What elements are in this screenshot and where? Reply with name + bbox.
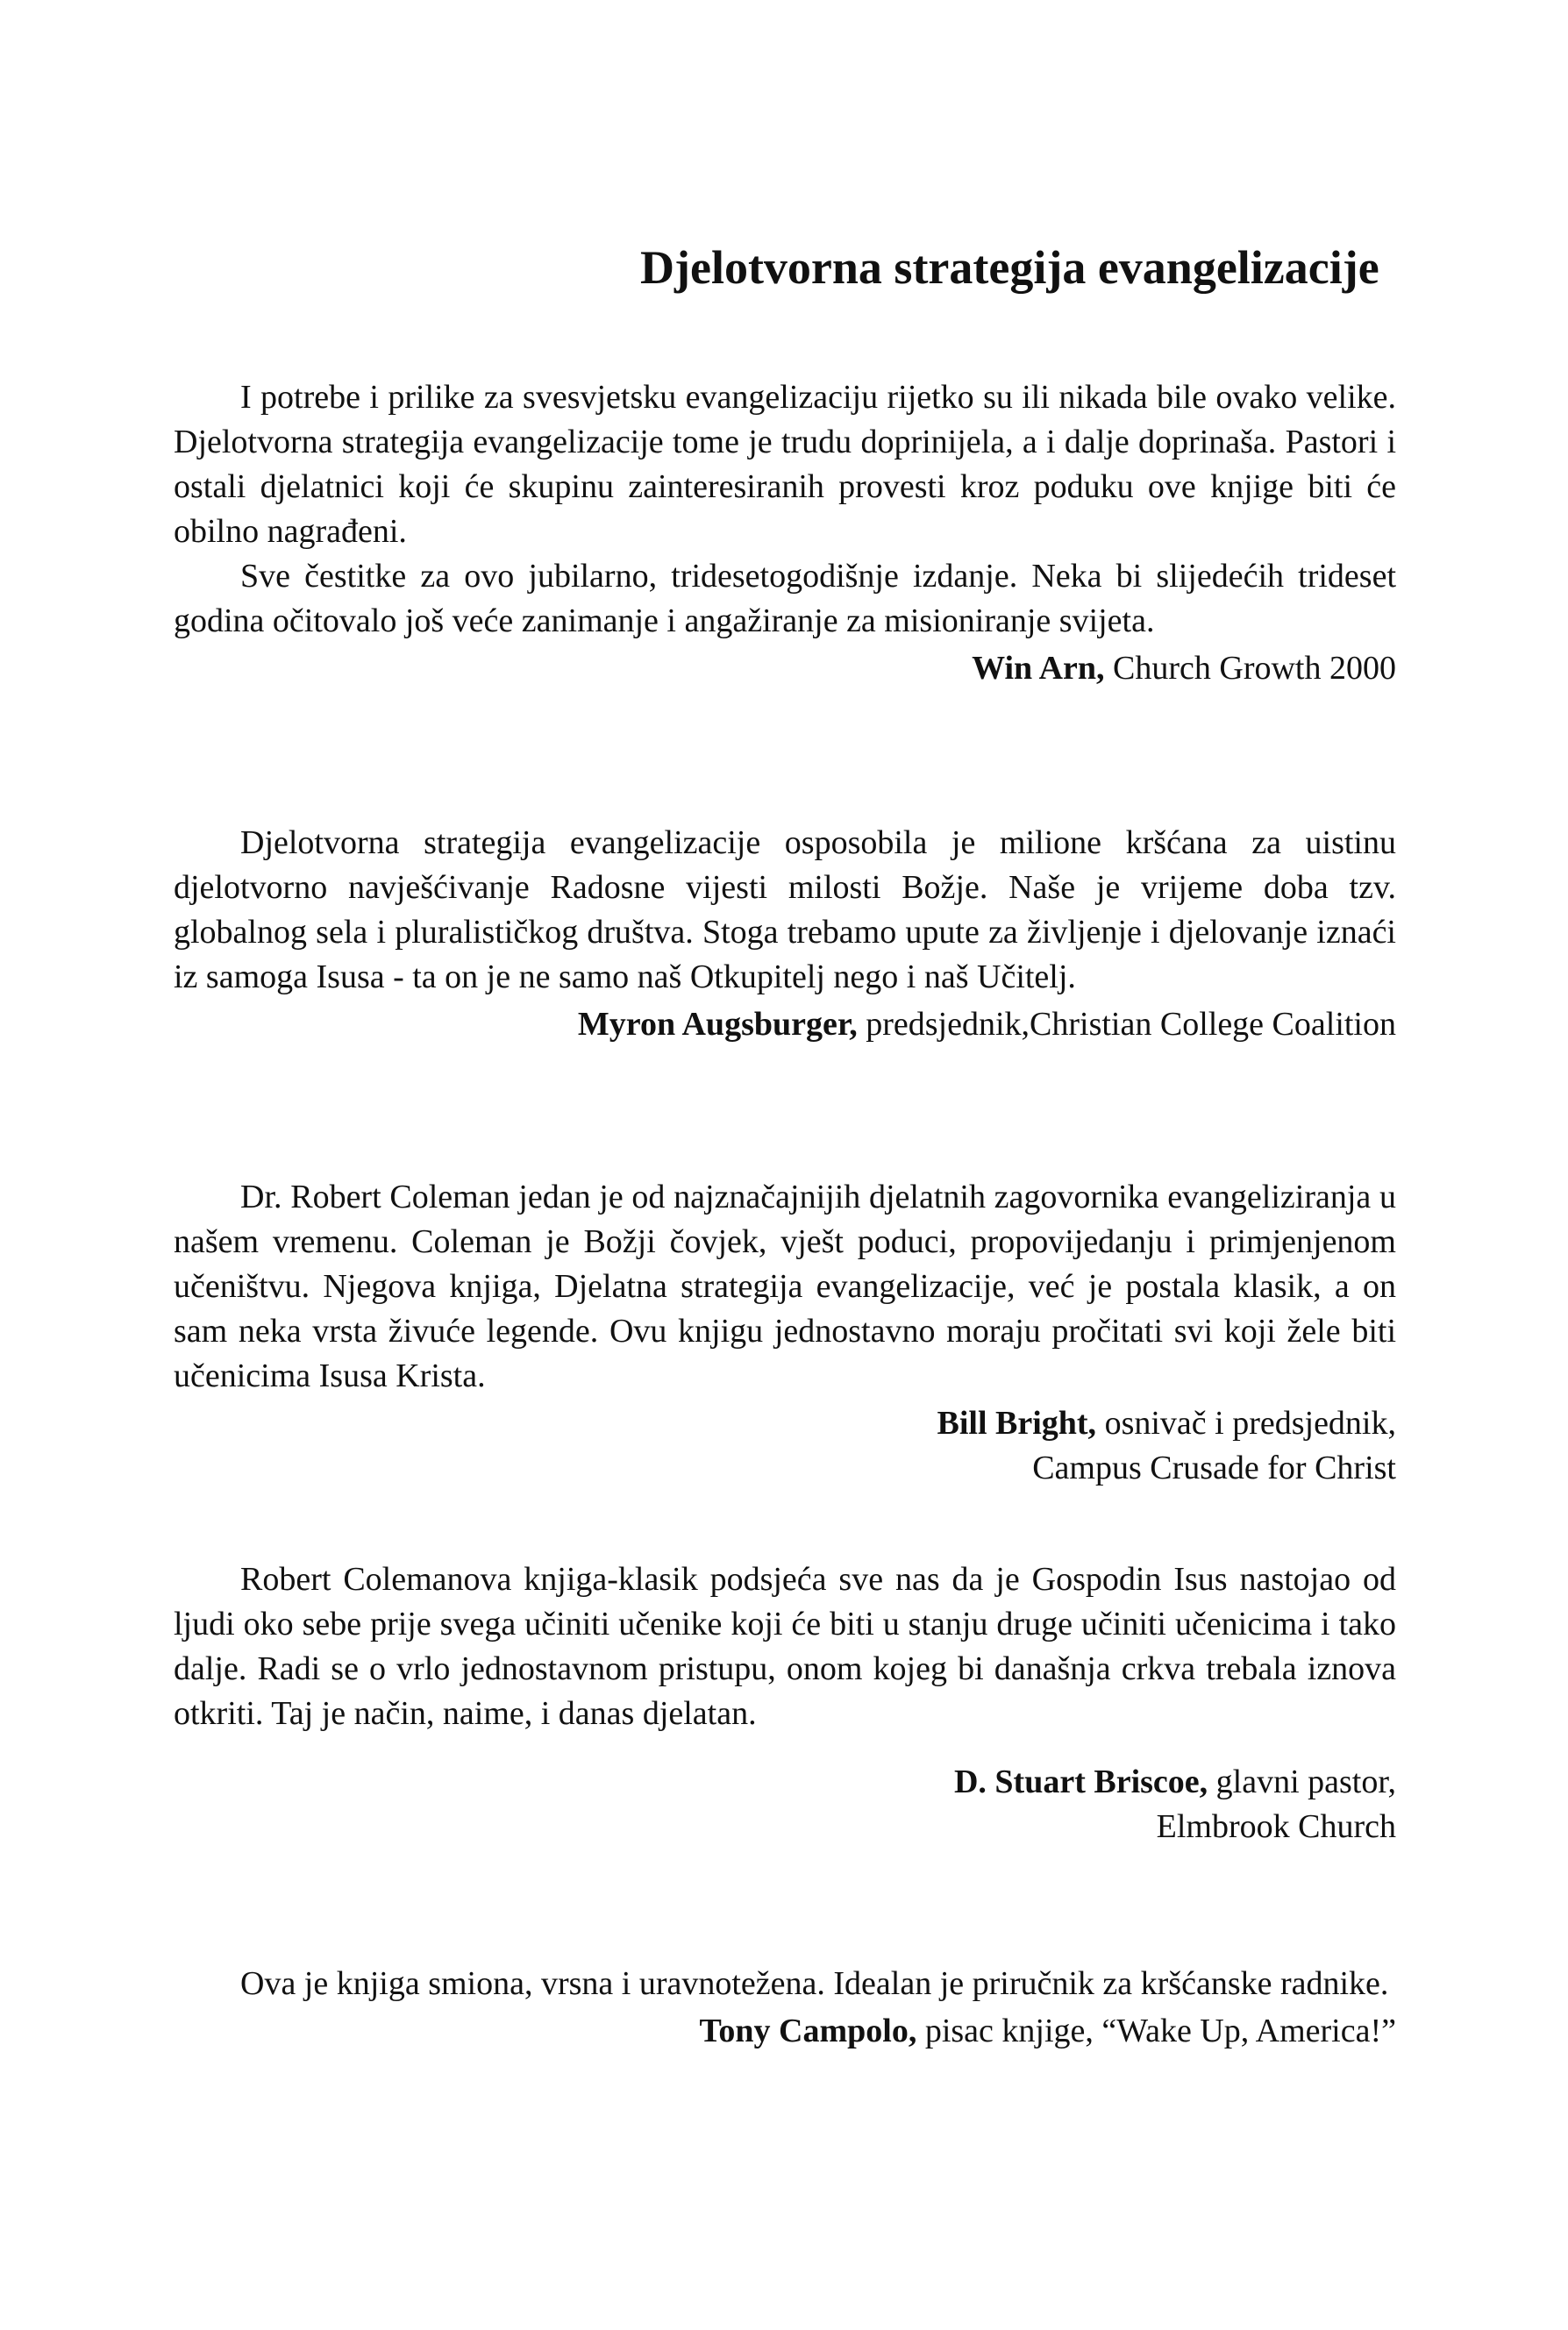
author-role: Church Growth 2000 bbox=[1104, 650, 1396, 687]
author-organization: Campus Crusade for Christ bbox=[1032, 1450, 1396, 1486]
endorsement-attribution bbox=[174, 2009, 1396, 2054]
endorsement-stuart-briscoe bbox=[174, 1557, 1396, 1849]
endorsement-attribution bbox=[174, 646, 1396, 691]
author-role: pisac knjige, “Wake Up, America!” bbox=[916, 2013, 1396, 2049]
author-name: D. Stuart Briscoe, bbox=[953, 1764, 1208, 1800]
endorsement-paragraph: Djelotvorna strategija evangelizacije osposobila je milione kršćana za uistinu djelotvorno navješćivanje Radosne vijesti milosti Božje. Naše je vrijeme doba tzv. globalnog sela i pluralističkog društva. Stoga trebamo upute za življenje i djelovanje iznaći iz samoga Isusa - ta on je ne samo naš Otkupitelj nego i naš Učitelj. bbox=[174, 824, 1396, 995]
endorsement-paragraph: Dr. Robert Coleman jedan je od najznačajnijih djelatnih zagovornika evangeliziranja u našem vremenu. Coleman je Božji čovjek, vješt poduci, propovijedanju i primjenjenom učeništvu. Njegova knjiga, Djelatna strategija evangelizacije, već je postala klasik, a on sam neka vrsta živuće legende. Ovu knjigu jednostavno moraju pročitati svi koji žele biti učenicima Isusa Krista. bbox=[174, 1179, 1396, 1394]
endorsement-attribution bbox=[174, 1760, 1396, 1805]
endorsement-paragraph: Robert Colemanova knjiga-klasik podsjeća sve nas da je Gospodin Isus nastojao od ljudi oko sebe prije svega učiniti učenike koji će biti u stanju druge učiniti učenicima i tako dalje. Radi se o vrlo jednostavnom pristupu, onom kojeg bi današnja crkva trebala iznova otkriti. Taj je način, naime, i danas djelatan. bbox=[174, 1561, 1396, 1732]
author-name: Win Arn, bbox=[972, 650, 1105, 687]
endorsement-paragraph: I potrebe i prilike za svesvjetsku evangelizaciju rijetko su ili nikada bile ovako velike. Djelotvorna strategija evangelizacije tome je trudu doprinijela, a i dalje doprinaša. Pastori i ostali djelatnici koji će skupinu zainteresiranih provesti kroz poduku ove knjige biti će obilno nagrađeni. bbox=[174, 379, 1396, 550]
endorsement-myron-augsburger bbox=[174, 821, 1396, 1047]
author-organization: Elmbrook Church bbox=[1156, 1808, 1396, 1845]
author-name: Myron Augsburger, bbox=[577, 1006, 858, 1043]
endorsement-win-arn bbox=[174, 375, 1396, 691]
author-role: osnivač i predsjednik, bbox=[1096, 1405, 1396, 1442]
page-title: Djelotvorna strategija evangelizacije bbox=[640, 241, 1379, 294]
author-name: Bill Bright, bbox=[937, 1405, 1097, 1442]
endorsement-paragraph: Sve čestitke za ovo jubilarno, tridesetogodišnje izdanje. Neka bi slijedećih trideset godina očitovalo još veće zanimanje i angažiranje za misioniranje svijeta. bbox=[174, 558, 1396, 639]
endorsement-bill-bright bbox=[174, 1175, 1396, 1491]
endorsement-attribution bbox=[174, 1002, 1396, 1047]
endorsement-tony-campolo bbox=[174, 1962, 1396, 2054]
author-name: Tony Campolo, bbox=[699, 2013, 917, 2049]
author-role: glavni pastor, bbox=[1208, 1764, 1396, 1800]
author-role: predsjednik,Christian College Coalition bbox=[857, 1006, 1396, 1043]
endorsement-paragraph: Ova je knjiga smiona, vrsna i uravnotežena. Idealan je priručnik za kršćanske radnike. bbox=[240, 1965, 1389, 2002]
endorsement-attribution bbox=[174, 1401, 1396, 1446]
